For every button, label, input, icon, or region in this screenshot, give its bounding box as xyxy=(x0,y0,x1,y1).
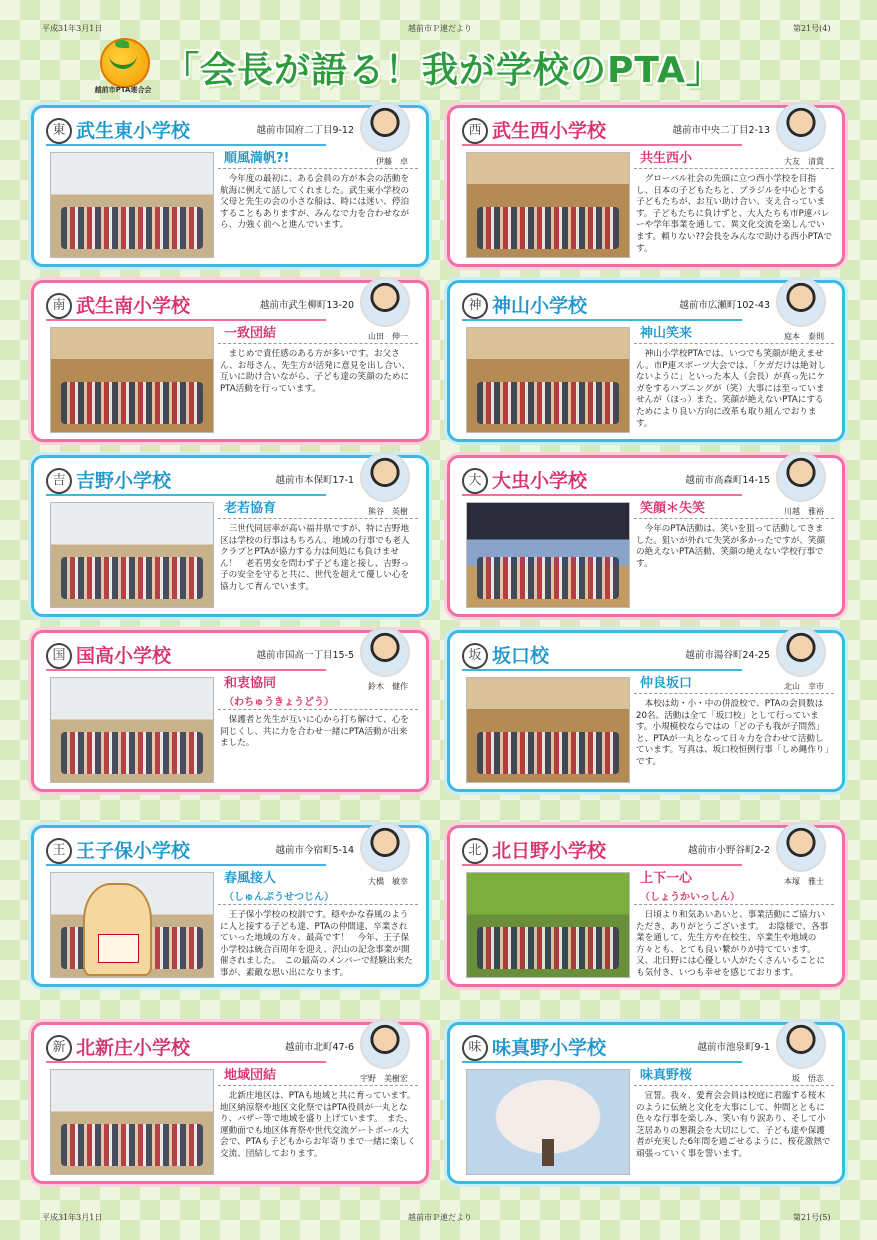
title-underline xyxy=(46,864,326,866)
school-name: 神山小学校 xyxy=(492,295,588,317)
school-address: 越前市湯谷町24-25 xyxy=(685,650,770,661)
school-name: 吉野小学校 xyxy=(76,470,172,492)
school-name: 王子保小学校 xyxy=(76,840,191,862)
school-photo xyxy=(466,502,630,608)
school-name: 大虫小学校 xyxy=(492,470,588,492)
president-name: 熊谷 英樹 xyxy=(368,507,408,516)
motto-divider xyxy=(634,693,834,695)
title-underline xyxy=(462,864,742,866)
president-name: 伊藤 卓 xyxy=(376,157,408,166)
school-address: 越前市中央二丁目2-13 xyxy=(672,125,770,136)
school-description: 北新庄地区は、PTAも地域と共に育っています。 地区納涼祭や地区文化祭ではPTA役員が一丸となり、バザー等で地域を盛り上げています。 また、運動面でも地区体育祭や世代交流ゲートボール大会で、PTAも子どもからお年寄りまで一緒に楽しく交流、団結しております。 xyxy=(220,1091,420,1159)
motto: 神山笑来 xyxy=(640,326,693,341)
motto: 味真野桜 xyxy=(640,1068,693,1083)
logo-caption: 越前市PTA連合会 xyxy=(94,86,152,94)
president-portrait xyxy=(776,1019,826,1069)
footer-date: 平成31年3月1日 xyxy=(42,1213,103,1222)
title-underline xyxy=(46,1061,326,1063)
school-description: 宣誓。我々、愛育会会員は校庭に君臨する桜木のように伝統と文化を大事にして、仲間とともに色々な行事を楽しみ、笑い有り涙あり、そして小芝居ありの懇親会を大切にして、子ども達や保護者が充実した6年間を過ごせるように、桜花激熱で頑張っていく事を誓います。 xyxy=(636,1091,831,1159)
motto: 和衷協同 xyxy=(224,676,277,691)
president-name: 鈴木 健作 xyxy=(368,682,408,691)
motto: 仲良坂口 xyxy=(640,676,693,691)
motto-divider xyxy=(218,1085,418,1087)
school-name: 武生西小学校 xyxy=(492,120,607,142)
school-emblem-icon: 新 xyxy=(46,1035,72,1061)
school-emblem-icon: 東 xyxy=(46,118,72,144)
page-title: 「会長が語る！我が学校のPTA」 xyxy=(163,50,724,91)
motto-divider xyxy=(634,904,834,906)
school-card xyxy=(447,280,845,442)
title-underline xyxy=(46,669,326,671)
motto: 笑顔＊失笑 xyxy=(640,501,706,516)
school-description: 今年のPTA活動は、笑いを狙って活動してきました。狙いが外れて失笑が多かったですが、笑顔の絶えないPTA活動、笑顔の絶えない学校行事です。 xyxy=(636,524,826,569)
motto: 地域団結 xyxy=(224,1068,277,1083)
school-emblem-icon: 国 xyxy=(46,643,72,669)
school-address: 越前市広瀬町102-43 xyxy=(679,300,770,311)
school-address: 越前市小野谷町2-2 xyxy=(687,845,770,856)
school-name: 武生南小学校 xyxy=(76,295,191,317)
motto-divider xyxy=(634,343,834,345)
school-description: 本校は幼・小・中の併設校で、PTAの会員数は20名。活動は全て「坂口校」として行っています。小規模校ならではの「どの子も我が子問然」と、PTAが一丸となって日々力を合わせて活動しています。写真は、坂口校恒例行事「しめ縄作り」です。 xyxy=(636,699,829,767)
president-portrait xyxy=(776,452,826,502)
school-description: グローバル社会の先頭に立つ西小学校を目指し、日本の子どもたちと、ブラジルを中心とする子どもたちが、お互い助け合い、支え合っています。子どもたちに負けずと、大人たちも市P連バレーや学年事業を通して、異文化交流を楽しんでいます。頼りない??会長をみんなで助ける西小PTAです。 xyxy=(636,174,832,254)
school-name: 国高小学校 xyxy=(76,645,172,667)
motto-divider xyxy=(634,518,834,520)
president-name: 庭本 泰則 xyxy=(784,332,824,341)
header-issue: 第21号(4) xyxy=(793,24,831,33)
header-date: 平成31年3月1日 xyxy=(42,24,103,33)
motto-divider xyxy=(218,168,418,170)
motto-divider xyxy=(634,1085,834,1087)
school-description: 王子保小学校の校訓です。穏やかな春風のように人と接する子ども達、PTAの仲間達、卒業されていった地域の方々、最高です！ 今年、王子保小学校は統合百周年を迎え、沢山の記念事業が開催されました。 この最高のメンバーで経験出来た事が、素敵な思い出になります。 xyxy=(220,910,413,978)
school-photo xyxy=(50,677,214,783)
title-underline xyxy=(462,494,742,496)
president-name: 大橋 敏幸 xyxy=(368,877,408,886)
school-name: 北新庄小学校 xyxy=(76,1037,191,1059)
school-photo xyxy=(466,327,630,433)
footer-issue: 第21号(5) xyxy=(793,1213,831,1222)
school-address: 越前市高森町14-15 xyxy=(685,475,770,486)
school-name: 北日野小学校 xyxy=(492,840,607,862)
school-card xyxy=(447,825,845,987)
school-photo xyxy=(50,327,214,433)
school-photo xyxy=(50,1069,214,1175)
motto-reading: （わちゅうきょうどう） xyxy=(224,697,334,708)
school-card xyxy=(31,825,429,987)
school-emblem-icon: 北 xyxy=(462,838,488,864)
motto-divider xyxy=(218,518,418,520)
school-card xyxy=(447,105,845,267)
motto: 順風満帆?! xyxy=(224,151,290,166)
school-emblem-icon: 南 xyxy=(46,293,72,319)
president-portrait xyxy=(360,102,410,152)
school-address: 越前市本保町17-1 xyxy=(275,475,354,486)
school-address: 越前市国高一丁目15-5 xyxy=(256,650,354,661)
president-portrait xyxy=(360,1019,410,1069)
president-name: 宇野 美樹宏 xyxy=(360,1074,408,1083)
school-address: 越前市国府二丁目9-12 xyxy=(256,125,354,136)
motto: 一致団結 xyxy=(224,326,277,341)
school-name: 味真野小学校 xyxy=(492,1037,607,1059)
president-name: 川越 雅裕 xyxy=(784,507,824,516)
school-emblem-icon: 神 xyxy=(462,293,488,319)
president-portrait xyxy=(776,277,826,327)
president-portrait xyxy=(360,452,410,502)
title-underline xyxy=(462,1061,742,1063)
school-card xyxy=(31,455,429,617)
motto-divider xyxy=(218,904,418,906)
footer-paper: 越前市Ｐ連だより xyxy=(408,1213,472,1222)
president-portrait xyxy=(776,102,826,152)
school-description: 日頃より和気あいあいと、事業活動にご協力いただき、ありがとうございます。 お陰様で、各事業を通して、先生方や在校生、卒業生や地域の方々とも、とても良い繋がりが持てています。又、北日野には心優しい人がたくさんいることにも気付き、いつも幸せを感じております。 xyxy=(636,910,829,978)
title-banner xyxy=(95,38,855,96)
president-portrait xyxy=(776,627,826,677)
school-card xyxy=(31,280,429,442)
president-name: 坂 悟志 xyxy=(792,1074,824,1083)
school-photo xyxy=(466,872,630,978)
school-description: 今年度の最初に、ある会員の方が本会の活動を航海に例えて話してくれました。武生東小学校の父母と先生の会の小さな船は、時には迷い、停泊することもありますが、みんなで力を合わせながら、力強く前へと進んでいます。 xyxy=(220,174,410,231)
school-description: 三世代同居率が高い福井県ですが、特に吉野地区は学校の行事はもちろん、地域の行事でも老人クラブとPTAが協力する力は何処にも負けません！ 老若男女を問わず子ども達と接し、吉野っ子の安全を守ると共に、世代を超えて優しい心を協力して育んでいます。 xyxy=(220,524,410,592)
school-card xyxy=(447,455,845,617)
school-photo xyxy=(466,152,630,258)
motto-reading: （しょうかいっしん） xyxy=(640,892,740,903)
motto: 老若協育 xyxy=(224,501,277,516)
president-name: 大友 清貴 xyxy=(784,157,824,166)
header-paper: 越前市Ｐ連だより xyxy=(408,24,472,33)
school-emblem-icon: 大 xyxy=(462,468,488,494)
school-card xyxy=(447,1022,845,1184)
president-name: 本塚 雅士 xyxy=(784,877,824,886)
school-name: 坂口校 xyxy=(492,645,550,667)
school-description: 保護者と先生が互いに心から打ち解けて、心を同じくし、共に力を合わせ一緒にPTA活動が出来ました。 xyxy=(220,715,409,749)
school-photo xyxy=(50,502,214,608)
school-address: 越前市池泉町9-1 xyxy=(697,1042,770,1053)
school-emblem-icon: 吉 xyxy=(46,468,72,494)
president-portrait xyxy=(776,822,826,872)
title-underline xyxy=(46,144,326,146)
president-name: 山田 伸一 xyxy=(368,332,408,341)
school-name: 武生東小学校 xyxy=(76,120,191,142)
motto: 共生西小 xyxy=(640,151,693,166)
school-description: まじめで責任感のある方が多いです。お父さん、お母さん、先生方が活発に意見を出し合い、互いに助け合いながら、子ども達の笑顔のためにPTA活動を行っています。 xyxy=(220,349,411,394)
school-address: 越前市今宿町5-14 xyxy=(275,845,354,856)
motto-reading: （しゅんぷうせつじん） xyxy=(224,892,334,903)
school-address: 越前市北町47-6 xyxy=(284,1042,354,1053)
title-underline xyxy=(462,144,742,146)
motto: 上下一心 xyxy=(640,871,693,886)
motto-divider xyxy=(634,168,834,170)
motto: 春風接人 xyxy=(224,871,277,886)
title-underline xyxy=(462,669,742,671)
school-photo xyxy=(466,1069,630,1175)
president-portrait xyxy=(360,277,410,327)
title-underline xyxy=(462,319,742,321)
school-address: 越前市武生柳町13-20 xyxy=(259,300,354,311)
school-card xyxy=(31,1022,429,1184)
school-emblem-icon: 坂 xyxy=(462,643,488,669)
pta-logo xyxy=(95,38,153,96)
school-card xyxy=(447,630,845,792)
motto-divider xyxy=(218,709,418,711)
president-name: 北山 幸市 xyxy=(784,682,824,691)
school-description: 神山小学校PTAでは、いつでも笑顔が絶えません。市P連スポーツ大会では、「ケガだけは絶対しないように」といった本人（会長）が真っ先にケガをするハプニングが（笑）大事には至っていませんが（ほっ）また、笑顔が絶えないPTAにするためにより良い方向に改革も取り組んでおります。 xyxy=(636,349,826,429)
school-photo xyxy=(50,872,214,978)
school-card xyxy=(31,105,429,267)
title-underline xyxy=(46,494,326,496)
school-emblem-icon: 王 xyxy=(46,838,72,864)
school-emblem-icon: 西 xyxy=(462,118,488,144)
president-portrait xyxy=(360,822,410,872)
title-underline xyxy=(46,319,326,321)
president-portrait xyxy=(360,627,410,677)
school-emblem-icon: 味 xyxy=(462,1035,488,1061)
school-photo xyxy=(466,677,630,783)
school-card xyxy=(31,630,429,792)
school-photo xyxy=(50,152,214,258)
motto-divider xyxy=(218,343,418,345)
